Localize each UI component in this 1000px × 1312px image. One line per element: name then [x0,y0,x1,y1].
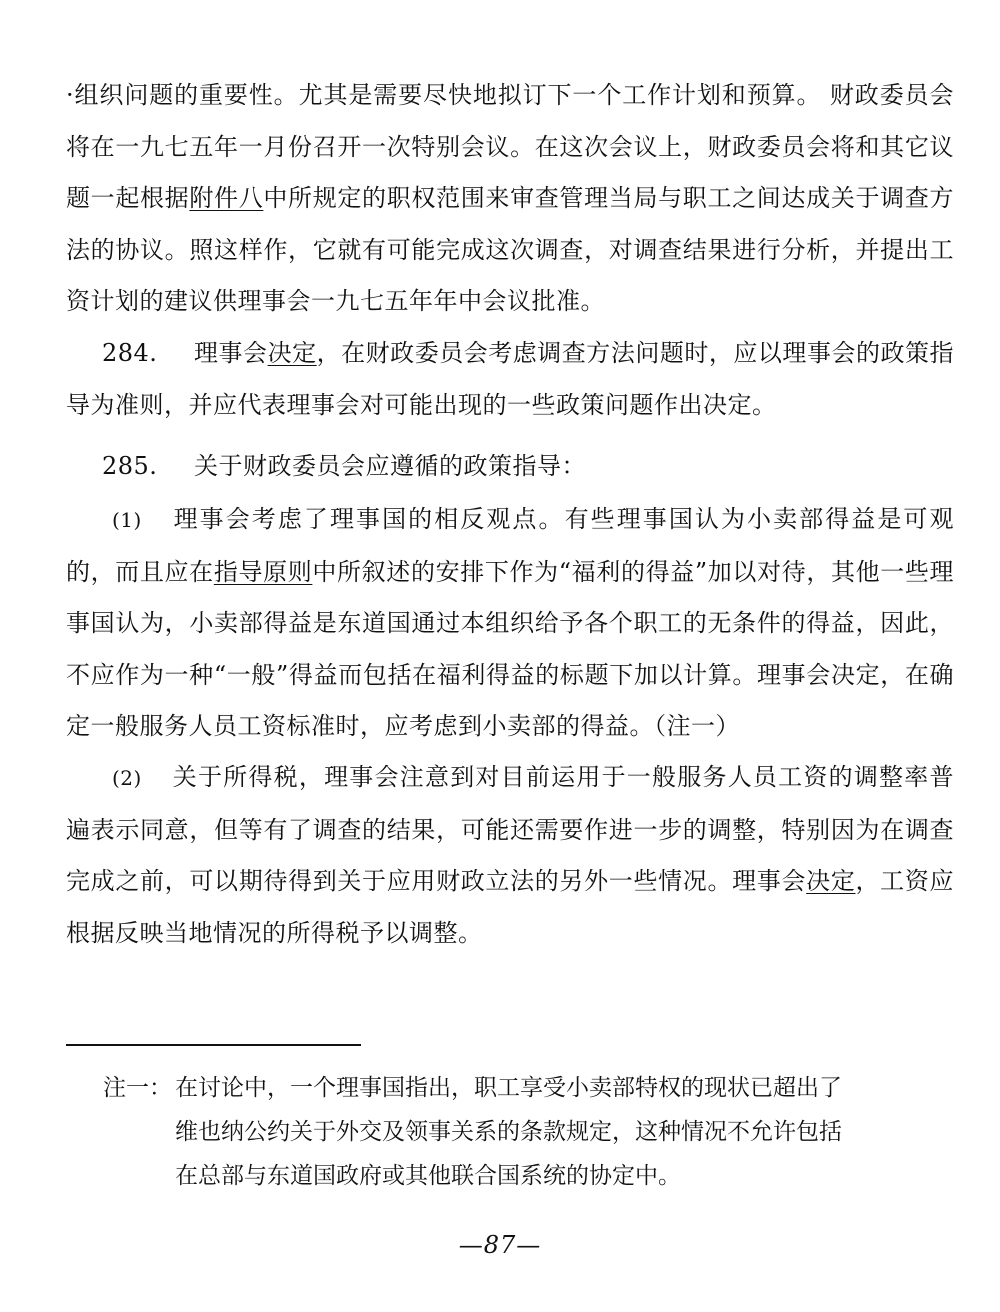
page-number: —87— [458,1231,542,1259]
annex-reference: 附件八 [189,184,264,212]
subparagraph-number: (2) [112,766,142,790]
subparagraph-1: (1) 理事会考虑了理事国的相反观点。有些理事国认为小卖部得益是可观的，而且应在指导原则中所叙述的安排下作为“福利的得益”加以对待，其他一些理事国认为，小卖部得益是东道国通过本组织给予各个职工的无条件的得益，因此，不应作为一种“一般”得益而包括在福利得益的标题下加以计算。理事会决定，在确定一般服务人员工资标准时，应考虑到小卖部的得益。（注一） [66,494,954,753]
decision-keyword: 决定 [267,339,317,367]
paragraph-number: 284. [102,339,158,367]
paragraph-285: 285. 关于财政委员会应遵循的政策指导： [66,441,954,493]
paragraph-284: 284. 理事会决定，在财政委员会考虑调查方法问题时，应以理事会的政策指导为准则，并应代表理事会对可能出现的一些政策问题作出决定。 [66,328,954,431]
guidelines-reference: 指导原则 [213,557,313,586]
footnote-label: 注一： [103,1075,172,1101]
decision-keyword: 决定 [806,867,856,895]
subparagraph-number: (1) [112,508,142,532]
subparagraph-2: (2) 关于所得税，理事会注意到对目前运用于一般服务人员工资的调整率普遍表示同意，但等有了调查的结果，可能还需要作进一步的调整，特别因为在调查完成之前，可以期待得到关于应用财政立法的另外一些情况。理事会决定，工资应根据反映当地情况的所得税予以调整。 [66,752,954,959]
paragraph-number: 285. [102,452,158,480]
paragraph-continuation: ·组织问题的重要性。尤其是需要尽快地拟订下一个工作计划和预算。 财政委员会将在一九七五年一月份召开一次特别会议。在这次会议上，财政委员会将和其它议题一起根据附件八中所规定的职权范围来审查管理当局与职工之间达成关于调查方法的协议。照这样作，它就有可能完成这次调查，对调查结果进行分析，并提出工资计划的建议供理事会一九七五年年中会议批准。 [66,81,955,315]
footnote-divider [66,1044,361,1046]
footnote: 注一： 在讨论中，一个理事国指出，职工享受小卖部特权的现状已超出了 维也纳公约关于外交及领事关系的条款规定，这种情况不允许包括 在总部与东道国政府或其他联合国系统的协定中。 [103,1066,903,1198]
